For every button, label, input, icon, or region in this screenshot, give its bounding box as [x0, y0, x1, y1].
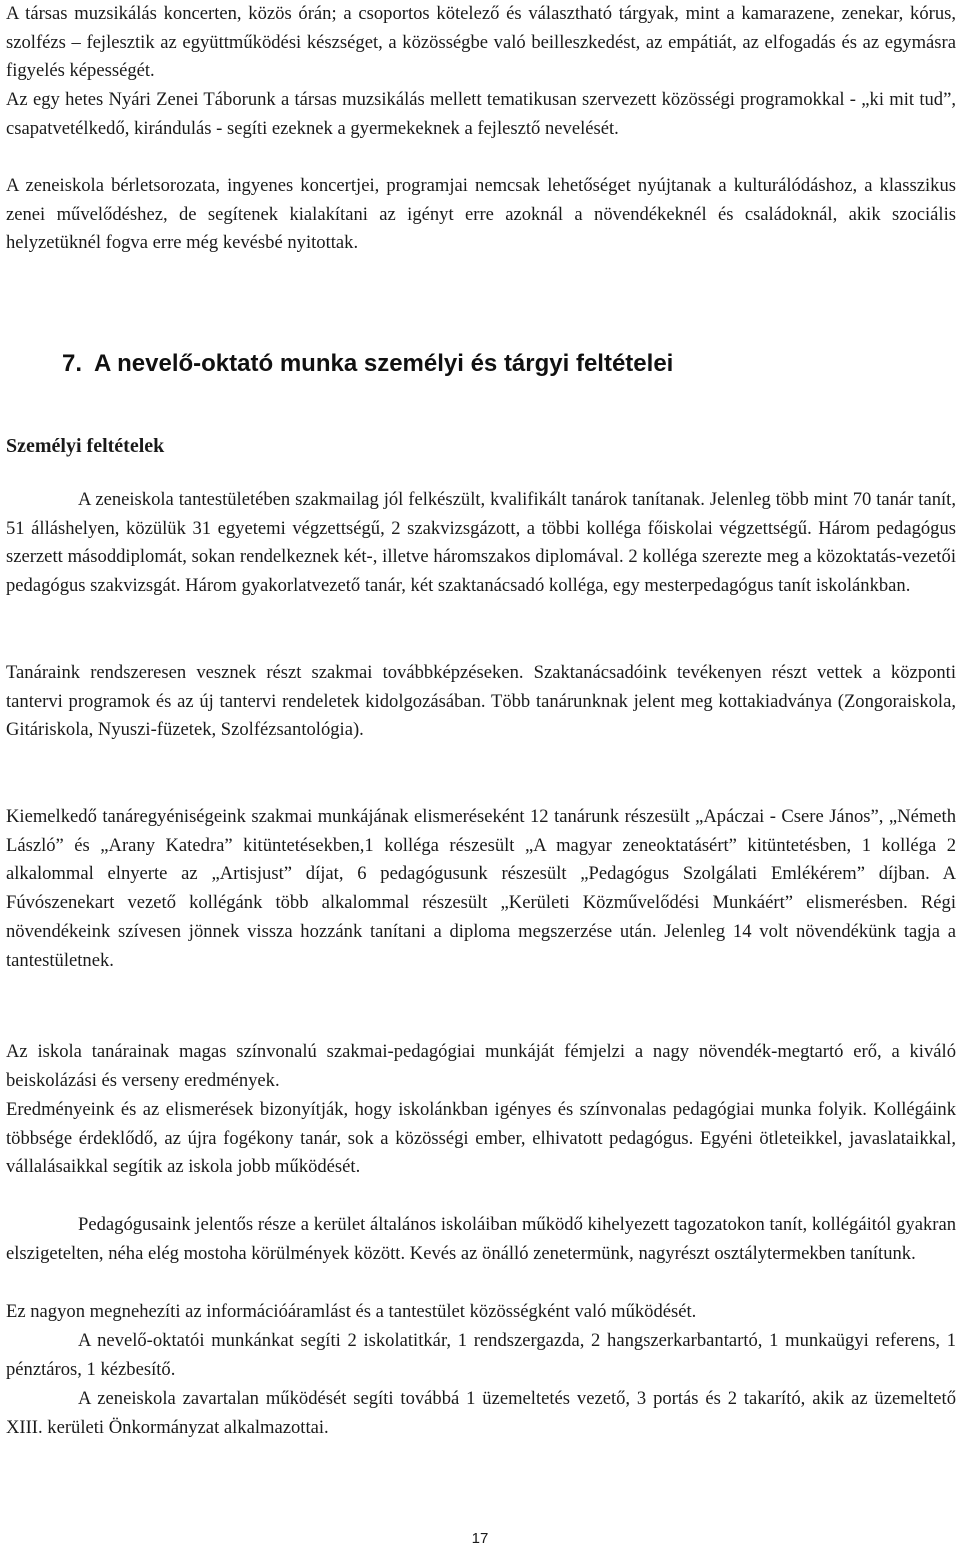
paragraph-branch-locations: Pedagógusaink jelentős része a kerület általános iskoláiban működő kihelyezett tagozatokon tanít, kollégáitól gyakran elszigetelten, néha elég mostoha körülmények között. Kevés az önálló zenetermünk, nagyrészt osztálytermekben tanítunk.	[6, 1214, 956, 1264]
paragraph-support-staff: A nevelő-oktatói munkánkat segíti 2 iskolatitkár, 1 rendszergazda, 2 hangszerkarbantartó, 1 munkaügyi referens, 1 pénztáros, 1 kézbesítő.	[6, 1330, 956, 1380]
paragraph-social-music: A társas muzsikálás koncerten, közös órán; a csoportos kötelező és választható tárgyak, mint a kamarazene, zenekar, kórus, szolfézs – fejlesztik az együttműködési készséget, a közösségbe való beilleszkedést, az empátiát, az elfogadás és az egymásra figyelés képességét.	[6, 3, 956, 82]
subsection-heading: Személyi feltételek	[6, 435, 165, 457]
paragraph-results: Eredményeink és az elismerések bizonyítják, hogy iskolánkban igényes és színvonalas pedagógiai munka folyik. Kollégáink többsége érdeklődő, az újra fogékony tanár, sok a közösségi ember, elhivatott pedagógus. Egyéni ötleteikkel, javaslataikkal, vállalásaikkal segítik az iskola jobb működését.	[6, 1099, 956, 1178]
paragraph-summer-camp: Az egy hetes Nyári Zenei Táborunk a társas muzsikálás mellett tematikusan szervezett közösségi programokkal - „ki mit tud”, csapatvetélkedő, kirándulás - segíti ezeknek a gyermekeknek a fejlesztő nevelését.	[6, 89, 956, 139]
paragraph-information-flow: Ez nagyon megnehezíti az információáramlást és a tantestület közösségként való működését.	[6, 1301, 697, 1322]
paragraph-training: Tanáraink rendszeresen vesznek részt szakmai továbbképzéseken. Szaktanácsadóink tevékenyen részt vettek a központi tantervi programok és az új tantervi rendeletek kidolgozásában. Több tanárunknak jelent meg kottakiadványa (Zongoraiskola, Gitáriskola, Nyuszi-füzetek, Szolfézsantológia).	[6, 662, 956, 741]
paragraph-awards: Kiemelkedő tanáregyéniségeink szakmai munkájának elismeréseként 12 tanárunk részesült „Apáczai - Csere János”, „Németh László” és „Arany Katedra” kitüntetésekben,1 kolléga részesült „A magyar zeneoktatásért” kitüntetésben, 1 kolléga 2 alkalommal elnyerte az „Artisjust” díjat, 6 pedagógusunk részesült „Pedagógus Szolgálati Emlékérem” díjban. A Fúvószenekart vezető kollégánk több alkalommal részesült „Kerületi Közművelődési Munkáért” elismerésben. Régi növendékeink szívesen jönnek vissza hozzánk tanítani a diploma megszerzése után. Jelenleg 14 volt növendékünk tagja a tantestületnek.	[6, 806, 956, 971]
paragraph-concert-series: A zeneiskola bérletsorozata, ingyenes koncertjei, programjai nemcsak lehetőséget nyújtanak a kulturálódáshoz, a klasszikus zenei művelődéshez, de segítenek kialakítani az igényt erre azoknál a növendékeknél és családoknál, akik szociális helyzetüknél fogva erre még kevésbé nyitottak.	[6, 175, 956, 254]
section-heading	[62, 350, 673, 378]
paragraph-operations-staff: A zeneiskola zavartalan működését segíti továbbá 1 üzemeltetés vezető, 3 portás és 2 takarító, akik az üzemeltető XIII. kerületi Önkormányzat alkalmazottai.	[6, 1388, 956, 1438]
paragraph-quality: Az iskola tanárainak magas színvonalú szakmai-pedagógiai munkáját fémjelzi a nagy növendék-megtartó erő, a kiváló beiskolázási és verseny eredmények.	[6, 1041, 956, 1091]
paragraph-staff-qualifications: A zeneiskola tantestületében szakmailag jól felkészült, kvalifikált tanárok tanítanak. Jelenleg több mint 70 tanár tanít, 51 álláshelyen, közülük 31 egyetemi végzettségű, 2 szakvizsgázott, a többi kolléga főiskolai végzettségű. Három pedagógus szerzett másoddiplomát, sokan rendelkeznek két-, illetve háromszakos diplomával. 2 kolléga szerezte meg a közoktatás-vezetői pedagógus szakvizsgát. Három gyakorlatvezető tanár, két szaktanácsadó kolléga, egy mesterpedagógus tanít iskolánkban.	[6, 489, 956, 597]
section-title: A nevelő-oktató munka személyi és tárgyi feltételei	[94, 350, 674, 377]
page-number: 17	[471, 1530, 489, 1547]
section-number: 7.	[62, 350, 83, 377]
